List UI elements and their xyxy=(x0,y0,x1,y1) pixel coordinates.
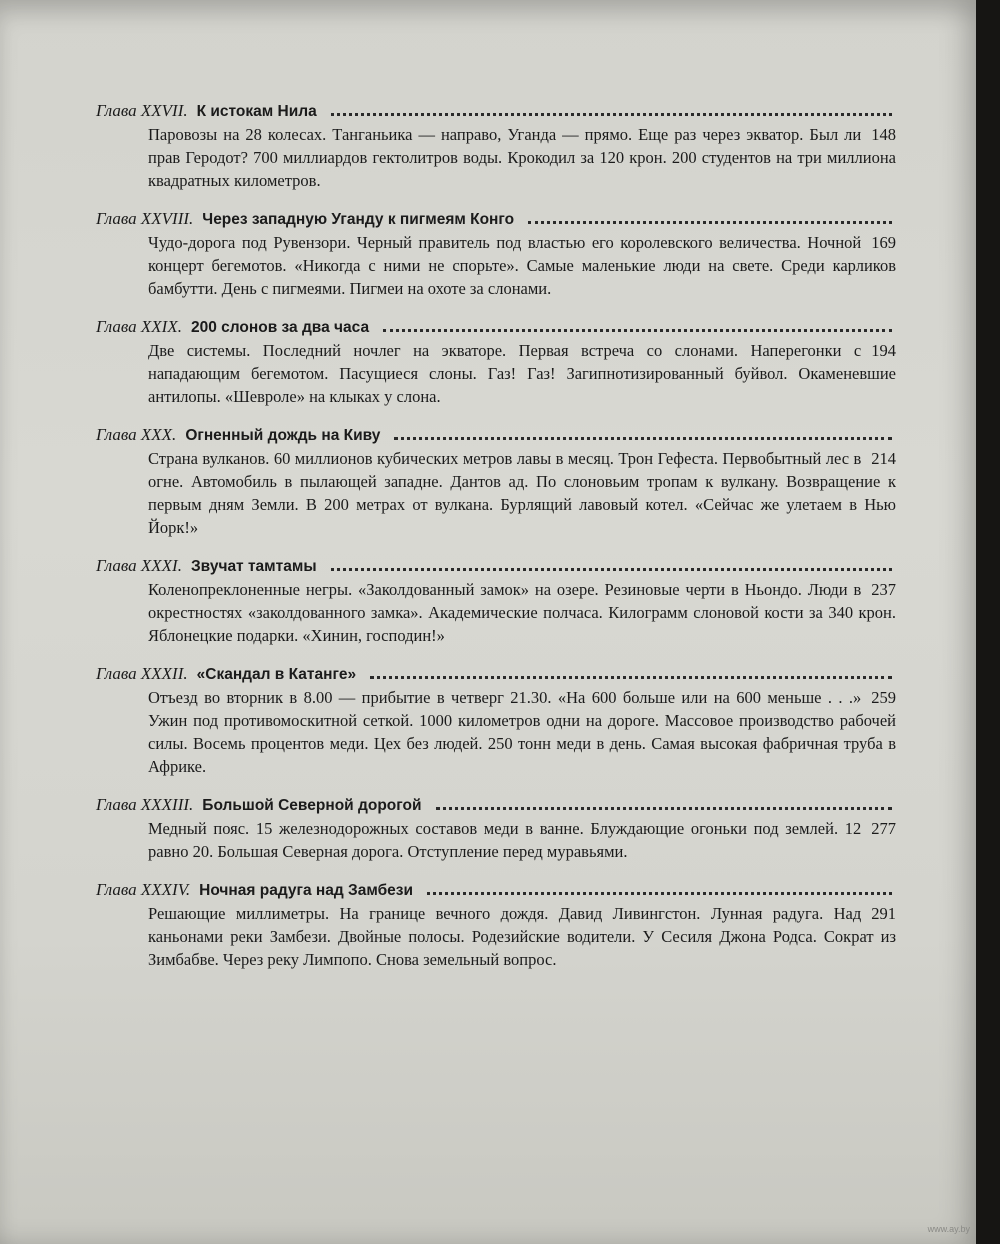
description-text: Медный пояс. 15 железнодорожных составов меди в ванне. Блуждающие огоньки под землей. 12 равно 20. Большая Северная дорога. Отступление перед муравьями. xyxy=(148,819,862,861)
description-text: Две системы. Последний ночлег на экваторе. Первая встреча со слонами. Наперегонки с нападающим бегемотом. Пасущиеся слоны. Газ! Газ! Загипнотизированный буйвол. Окаменевшие антилопы. «Шевроле» на клыках у слона. xyxy=(148,341,896,406)
entry-heading xyxy=(96,794,896,817)
page-number: 291 xyxy=(871,904,896,923)
dot-leader xyxy=(528,221,892,224)
entry-description xyxy=(96,686,896,778)
entry-description xyxy=(96,578,896,647)
entry-heading xyxy=(96,555,896,578)
entry-heading xyxy=(96,663,896,686)
toc-entry xyxy=(96,663,896,778)
description-text: Коленопреклоненные негры. «Заколдованный замок» на озере. Резиновые черти в Ньондо. Люди в окрестностях «заколдованного замка». Академические полчаса. Килограмм слоновой кости за 340 крон. Яблонецкие подарки. «Хинин, господин!» xyxy=(148,580,896,645)
dot-leader xyxy=(331,568,892,571)
entry-description xyxy=(96,902,896,971)
chapter-title: 200 слонов за два часа xyxy=(190,319,370,336)
chapter-number: Глава XXXIV. xyxy=(96,880,191,899)
entry-description xyxy=(96,339,896,408)
chapter-title: Через западную Уганду к пигмеям Конго xyxy=(202,211,515,228)
description-text: Страна вулканов. 60 миллионов кубических метров лавы в месяц. Трон Гефеста. Первобытный лес в огне. Автомобиль в пылающей западне. Дантов ад. По слоновьим тропам к вулкану. Возвращение к первым дням Земли. В 200 метрах от вулкана. Бурлящий лавовый котел. «Сейчас же улетаем в Нью Йорк!» xyxy=(148,449,896,537)
watermark: www.ay.by xyxy=(927,1224,970,1234)
page-number: 194 xyxy=(871,341,896,360)
toc-entry xyxy=(96,424,896,539)
toc-entry xyxy=(96,316,896,408)
dot-leader xyxy=(427,892,892,895)
page-number: 214 xyxy=(871,449,896,468)
page-number: 148 xyxy=(871,125,896,144)
description-text: Чудо-дорога под Рувензори. Черный правитель под властью его королевского величества. Ночной концерт бегемотов. «Никогда с ними не спорьте». Самые маленькие люди на свете. Среди карликов бамбутти. День с пигмеями. Пигмеи на охоте за слонами. xyxy=(148,233,896,298)
entry-heading xyxy=(96,100,896,123)
entry-heading xyxy=(96,208,896,231)
toc-entry xyxy=(96,879,896,971)
page-number: 259 xyxy=(871,688,896,707)
description-text: Паровозы на 28 колесах. Танганьика — направо, Уганда — прямо. Еще раз через экватор. Был ли прав Геродот? 700 миллиардов гектолитров воды. Крокодил за 120 крон. 200 студентов на три миллиона квадратных километров. xyxy=(148,125,896,190)
entry-heading xyxy=(96,879,896,902)
chapter-number: Глава XXVII. xyxy=(96,101,188,120)
chapter-title: Большой Северной дорогой xyxy=(202,797,422,814)
dot-leader xyxy=(436,807,893,810)
dot-leader xyxy=(331,113,892,116)
chapter-title: Огненный дождь на Киву xyxy=(185,427,381,444)
dot-leader xyxy=(383,329,892,332)
description-text: Решающие миллиметры. На границе вечного дождя. Давид Ливингстон. Лунная радуга. Над каньонами реки Замбези. Двойные полосы. Родезийские водители. У Сесиля Джона Родса. Сократ из Зимбабве. Через реку Лимпопо. Снова земельный вопрос. xyxy=(148,904,896,969)
table-of-contents xyxy=(96,100,896,987)
chapter-title: Ночная радуга над Замбези xyxy=(199,882,414,899)
chapter-number: Глава XXXI. xyxy=(96,556,182,575)
toc-entry xyxy=(96,555,896,647)
chapter-title: «Скандал в Катанге» xyxy=(196,666,357,683)
entry-description xyxy=(96,123,896,192)
entry-heading xyxy=(96,424,896,447)
toc-entry xyxy=(96,208,896,300)
chapter-number: Глава XXVIII. xyxy=(96,209,194,228)
page-edge-shadow xyxy=(976,0,1000,1244)
toc-entry xyxy=(96,794,896,863)
entry-description xyxy=(96,447,896,539)
dot-leader xyxy=(370,676,892,679)
chapter-number: Глава XXXII. xyxy=(96,664,188,683)
page-number: 237 xyxy=(871,580,896,599)
chapter-title: Звучат тамтамы xyxy=(190,558,317,575)
chapter-number: Глава XXX. xyxy=(96,425,177,444)
page-number: 169 xyxy=(871,233,896,252)
entry-description xyxy=(96,231,896,300)
page-number: 277 xyxy=(871,819,896,838)
dot-leader xyxy=(394,437,892,440)
entry-description xyxy=(96,817,896,863)
chapter-number: Глава XXXIII. xyxy=(96,795,194,814)
chapter-number: Глава XXIX. xyxy=(96,317,182,336)
entry-heading xyxy=(96,316,896,339)
description-text: Отъезд во вторник в 8.00 — прибытие в четверг 21.30. «На 600 больше или на 600 меньше . . .» Ужин под противомоскитной сеткой. 1000 километров одни на дороге. Массовое производство рабочей силы. Восемь процентов меди. Цех без людей. 250 тонн меди в день. Самая высокая фабричная труба в Африке. xyxy=(148,688,896,776)
chapter-title: К истокам Нила xyxy=(196,103,317,120)
toc-entry xyxy=(96,100,896,192)
